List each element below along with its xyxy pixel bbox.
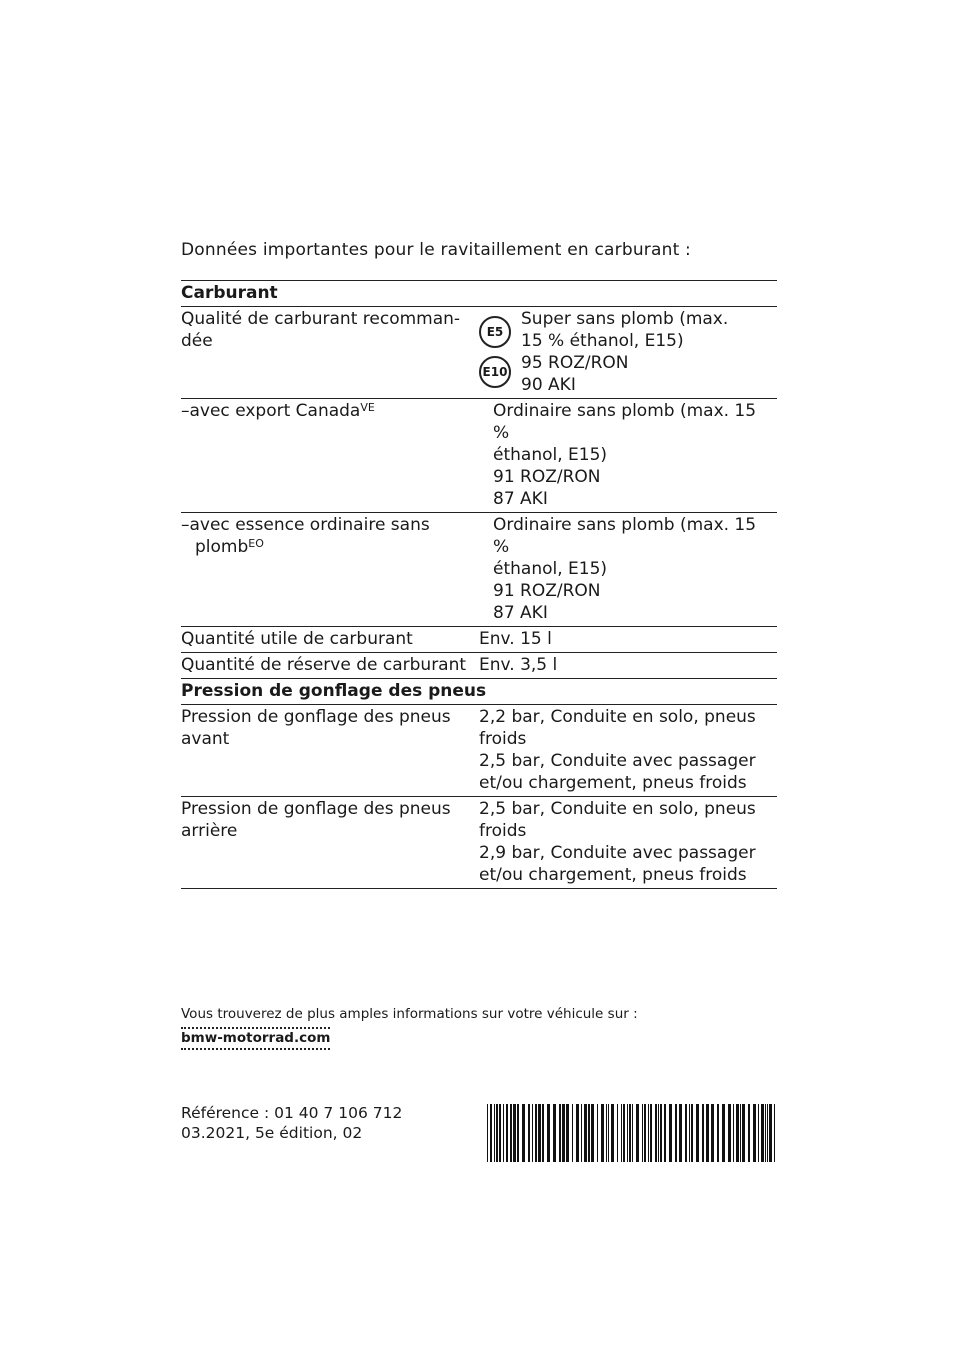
barcode-bar xyxy=(553,1104,556,1162)
barcode-bar xyxy=(660,1104,662,1162)
barcode-bar xyxy=(722,1104,725,1162)
barcode-bar xyxy=(542,1104,544,1162)
footnote-marker: EO xyxy=(248,537,264,550)
barcode-bar xyxy=(617,1104,618,1162)
row-label: Pression de gonflage des pneus avant xyxy=(181,707,451,749)
row-value xyxy=(493,399,777,512)
intro-text: Données importantes pour le ravitaillement en carburant : xyxy=(181,240,691,260)
value-line: et/ou chargement, pneus froids xyxy=(479,773,747,793)
e5-icon: E5 xyxy=(479,316,511,348)
value-lines xyxy=(521,308,728,396)
barcode-bar xyxy=(559,1104,561,1162)
row-label: Qualité de carburant recomman-dée xyxy=(181,309,461,351)
section-title: Carburant xyxy=(181,283,278,303)
barcode-bar xyxy=(655,1104,657,1162)
barcode-bar xyxy=(591,1104,594,1162)
row-value xyxy=(479,705,777,796)
value-line: 2,5 bar, Conduite en solo, pneus xyxy=(479,799,756,819)
value-line: Env. 3,5 l xyxy=(479,655,558,675)
row-label-text: –avec export Canada xyxy=(181,401,361,421)
row-value xyxy=(479,307,777,398)
barcode-bar xyxy=(702,1104,704,1162)
more-info-text: Vous trouverez de plus amples informations sur votre véhicule sur : xyxy=(181,1006,638,1022)
row-value xyxy=(479,797,777,888)
row-label-text: –avec essence ordinaire sans plomb xyxy=(181,515,430,557)
barcode-bar xyxy=(711,1104,714,1162)
barcode-bar xyxy=(664,1104,666,1162)
barcode-bar xyxy=(717,1104,719,1162)
barcode-bar xyxy=(691,1104,693,1162)
barcode-bar xyxy=(528,1104,530,1162)
barcode-bar xyxy=(588,1104,590,1162)
barcode-bar xyxy=(675,1104,677,1162)
barcode-bar xyxy=(648,1104,649,1162)
table-row xyxy=(181,796,777,889)
barcode-bar xyxy=(769,1104,772,1162)
reference-number: Référence : 01 40 7 106 712 xyxy=(181,1104,403,1122)
section-title: Pression de gonflage des pneus xyxy=(181,681,487,701)
value-line: 2,2 bar, Conduite en solo, pneus xyxy=(479,707,756,727)
barcode-bar xyxy=(627,1104,628,1162)
value-line: 87 AKI xyxy=(493,489,548,509)
barcode-bar xyxy=(597,1104,598,1162)
barcode-bar xyxy=(522,1104,525,1162)
barcode-bar xyxy=(510,1104,512,1162)
table-row xyxy=(181,398,777,512)
barcode-bar xyxy=(644,1104,646,1162)
row-label xyxy=(181,399,493,512)
value-line: Super sans plomb (max. xyxy=(521,309,729,329)
barcode-bar xyxy=(494,1104,495,1162)
barcode-bar xyxy=(487,1104,488,1162)
barcode-bar xyxy=(706,1104,709,1162)
barcode-bar xyxy=(490,1104,492,1162)
barcode-bar xyxy=(685,1104,687,1162)
barcode-bar xyxy=(742,1104,745,1162)
barcode-bar xyxy=(761,1104,764,1162)
barcode-bar xyxy=(658,1104,659,1162)
table-row xyxy=(181,626,777,652)
section-header-fuel xyxy=(181,280,777,306)
barcode-bar xyxy=(538,1104,541,1162)
value-line: 91 ROZ/RON xyxy=(493,581,601,601)
barcode-bar xyxy=(581,1104,582,1162)
table-row xyxy=(181,306,777,398)
value-line: Env. 15 l xyxy=(479,629,552,649)
barcode-bar xyxy=(636,1104,639,1162)
barcode-bar xyxy=(629,1104,631,1162)
barcode-bar xyxy=(753,1104,756,1162)
barcode-bar xyxy=(606,1104,607,1162)
value-line: froids xyxy=(479,729,527,749)
barcode-bar xyxy=(758,1104,759,1162)
barcode-bar xyxy=(576,1104,579,1162)
barcode-bar xyxy=(696,1104,699,1162)
barcode-bar xyxy=(496,1104,498,1162)
fuel-badges xyxy=(479,308,521,396)
website-link[interactable]: bmw-motorrad.com xyxy=(181,1027,330,1050)
barcode-bar xyxy=(584,1104,587,1162)
barcode-bar xyxy=(623,1104,625,1162)
spec-table xyxy=(181,280,777,889)
value-line: 2,9 bar, Conduite avec passager xyxy=(479,843,756,863)
barcode-bar xyxy=(611,1104,614,1162)
barcode-bar xyxy=(632,1104,633,1162)
barcode-bar xyxy=(765,1104,766,1162)
footnote-marker: VE xyxy=(360,401,375,414)
table-row xyxy=(181,704,777,796)
value-line: froids xyxy=(479,821,527,841)
reference-block xyxy=(181,1103,402,1143)
value-line: et/ou chargement, pneus froids xyxy=(479,865,747,885)
value-line: éthanol, E15) xyxy=(493,445,608,465)
barcode-bar xyxy=(566,1104,569,1162)
value-line: 91 ROZ/RON xyxy=(493,467,601,487)
barcode-bar xyxy=(774,1104,775,1162)
barcode-bar xyxy=(733,1104,734,1162)
barcode-bar xyxy=(748,1104,750,1162)
barcode-bar xyxy=(517,1104,519,1162)
barcode-bar xyxy=(679,1104,682,1162)
barcode-bar xyxy=(608,1104,609,1162)
barcode-bar xyxy=(601,1104,604,1162)
row-label: Quantité utile de carburant xyxy=(181,629,413,649)
barcode-bar xyxy=(499,1104,501,1162)
section-header-tires xyxy=(181,678,777,704)
barcode-bar xyxy=(669,1104,672,1162)
row-value xyxy=(493,513,777,626)
barcode-bar xyxy=(532,1104,533,1162)
barcode-bar xyxy=(513,1104,516,1162)
value-line: 95 ROZ/RON xyxy=(521,353,629,373)
row-label: Quantité de réserve de carburant xyxy=(181,655,467,675)
value-line: 90 AKI xyxy=(521,375,576,395)
value-line: 15 % éthanol, E15) xyxy=(521,331,684,351)
barcode-bar xyxy=(621,1104,622,1162)
barcode-bar xyxy=(562,1104,565,1162)
e10-icon: E10 xyxy=(479,356,511,388)
barcode-bar xyxy=(689,1104,690,1162)
barcode-bar xyxy=(650,1104,652,1162)
row-label: Pression de gonflage des pneus arrière xyxy=(181,799,451,841)
row-value xyxy=(479,627,777,652)
edition-info: 03.2021, 5e édition, 02 xyxy=(181,1124,363,1142)
value-line: éthanol, E15) xyxy=(493,559,608,579)
barcode-bar xyxy=(740,1104,741,1162)
value-line: Ordinaire sans plomb (max. 15 % xyxy=(493,401,757,443)
barcode-bar xyxy=(506,1104,508,1162)
barcode-bar xyxy=(728,1104,731,1162)
barcode-bar xyxy=(535,1104,537,1162)
value-line: Ordinaire sans plomb (max. 15 % xyxy=(493,515,757,557)
barcode-bar xyxy=(572,1104,573,1162)
value-line: 87 AKI xyxy=(493,603,548,623)
table-row xyxy=(181,652,777,678)
barcode-bar xyxy=(503,1104,504,1162)
row-label xyxy=(181,513,493,626)
barcode xyxy=(487,1104,777,1162)
barcode-bar xyxy=(767,1104,768,1162)
barcode-bar xyxy=(547,1104,550,1162)
barcode-bar xyxy=(736,1104,739,1162)
table-row xyxy=(181,512,777,626)
more-info xyxy=(181,1006,638,1050)
barcode-bar xyxy=(642,1104,643,1162)
value-line: 2,5 bar, Conduite avec passager xyxy=(479,751,756,771)
row-value xyxy=(479,653,777,678)
